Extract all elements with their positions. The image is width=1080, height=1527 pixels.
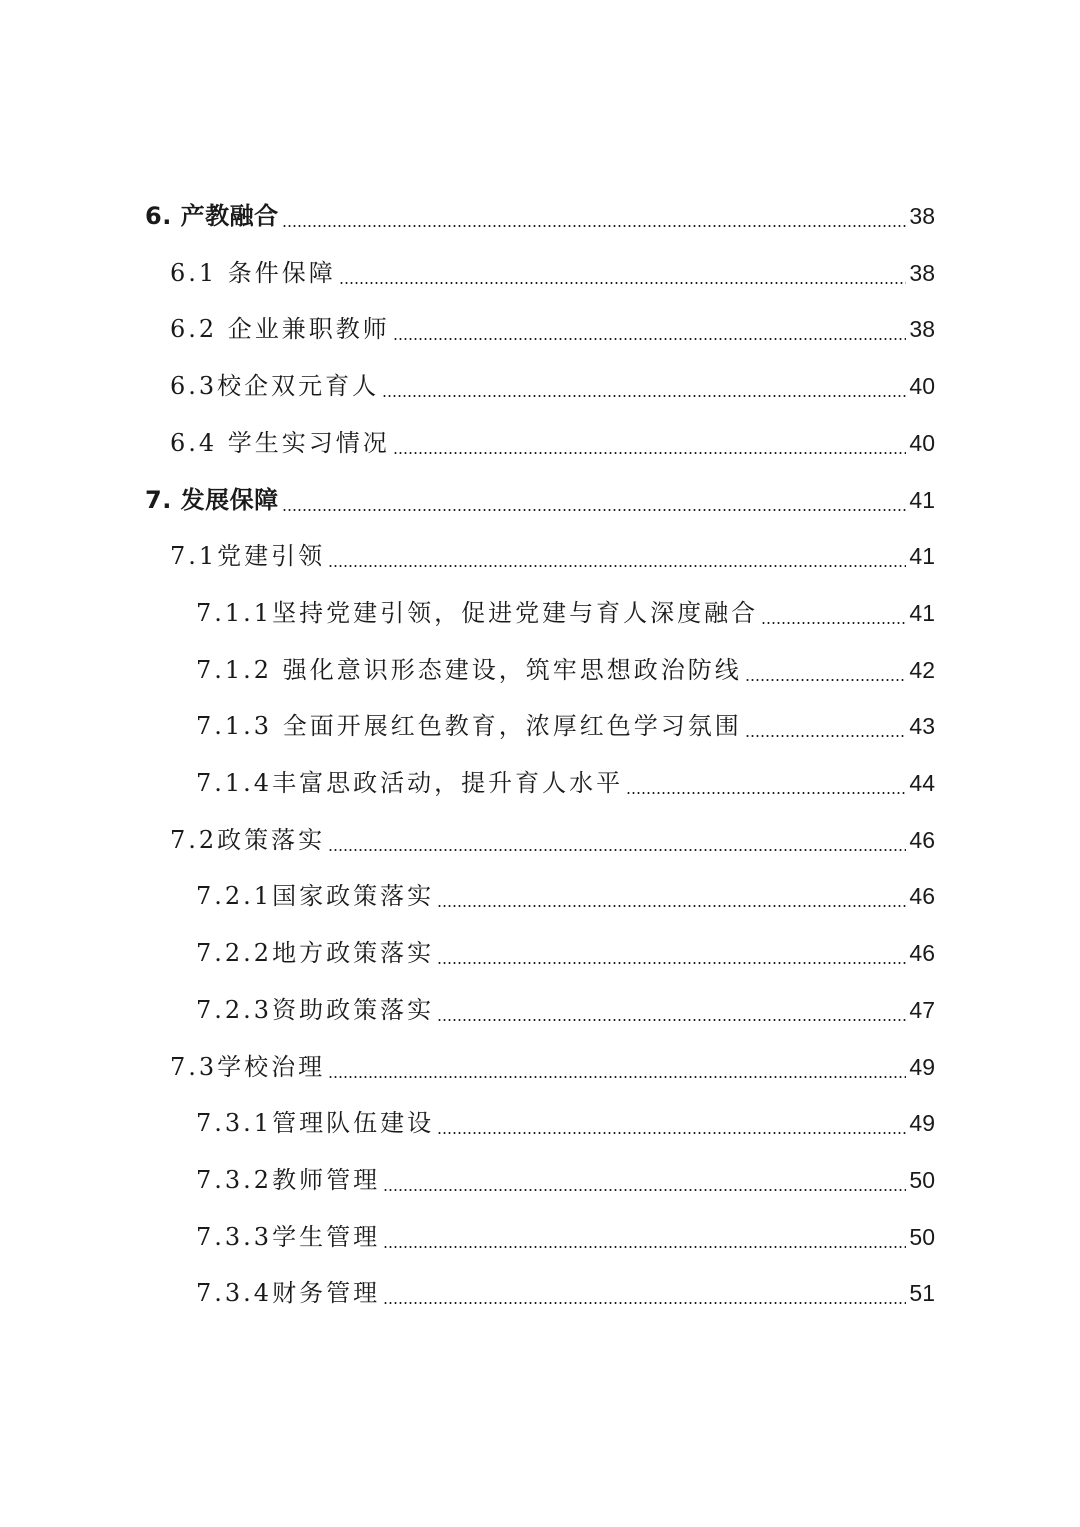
- toc-entry[interactable]: [196, 876, 935, 916]
- toc-entry-title: 7.1党建引领: [170, 542, 326, 571]
- toc-entry[interactable]: [196, 933, 935, 973]
- dot-leader: [383, 1246, 906, 1248]
- toc-entry[interactable]: [196, 650, 935, 690]
- toc-entry-title: 7.3.4财务管理: [196, 1279, 381, 1308]
- dot-leader: [282, 509, 907, 511]
- toc-entry-page: 38: [909, 203, 935, 229]
- dot-leader: [745, 735, 907, 737]
- dot-leader: [393, 338, 907, 340]
- toc-entry[interactable]: [196, 593, 935, 633]
- toc-entry-page: 38: [909, 316, 935, 343]
- toc-entry-page: 40: [909, 373, 935, 400]
- dot-leader: [437, 1019, 906, 1021]
- toc-entry-title: 6.1 条件保障: [170, 258, 336, 287]
- dot-leader: [437, 962, 906, 964]
- toc-entry-title: 7.1.1坚持党建引领，促进党建与育人深度融合: [196, 598, 759, 627]
- toc-entry-page: 41: [909, 599, 935, 626]
- toc-entry[interactable]: [196, 990, 935, 1030]
- dot-leader: [339, 282, 907, 284]
- toc-entry-title: 7.3.3学生管理: [196, 1222, 381, 1251]
- toc-entry[interactable]: [170, 820, 935, 860]
- toc-entry-page: 41: [909, 486, 935, 513]
- toc-entry[interactable]: [196, 1160, 935, 1200]
- dot-leader: [437, 905, 906, 907]
- dot-leader: [761, 622, 906, 624]
- toc-entry[interactable]: [145, 480, 935, 520]
- toc-entry-page: 49: [909, 1110, 935, 1137]
- toc-entry-title: 7.1.3 全面开展红色教育，浓厚红色学习氛围: [196, 712, 742, 741]
- toc-entry-title: 7.3.2教师管理: [196, 1165, 381, 1194]
- toc-entry-title: 7.2.2地方政策落实: [196, 939, 435, 968]
- toc-entry-page: 50: [909, 1223, 935, 1250]
- toc-entry-page: 42: [909, 656, 935, 683]
- toc-entry-page: 51: [909, 1280, 935, 1307]
- toc-entry-page: 43: [909, 713, 935, 740]
- toc-entry-page: 49: [909, 1053, 935, 1080]
- dot-leader: [282, 225, 907, 227]
- toc-entry[interactable]: [170, 1047, 935, 1087]
- toc-entry-title: 6. 产教融合: [145, 202, 279, 230]
- dot-leader: [626, 792, 906, 794]
- toc-entry[interactable]: [170, 423, 935, 463]
- dot-leader: [745, 679, 907, 681]
- dot-leader: [328, 1076, 906, 1078]
- toc-entry-title: 7.2政策落实: [170, 825, 326, 854]
- dot-leader: [383, 1189, 906, 1191]
- toc-entry-page: 41: [909, 543, 935, 570]
- toc-entry[interactable]: [196, 1103, 935, 1143]
- toc-entry[interactable]: [145, 196, 935, 236]
- toc-entry-title: 6.4 学生实习情况: [170, 428, 390, 457]
- toc-entry-title: 7.2.1国家政策落实: [196, 882, 435, 911]
- toc-entry-page: 46: [909, 883, 935, 910]
- toc-entry-title: 7.3学校治理: [170, 1052, 326, 1081]
- toc-entry[interactable]: [196, 1273, 935, 1313]
- toc-entry-title: 7.1.2 强化意识形态建设，筑牢思想政治防线: [196, 655, 742, 684]
- toc-entry-page: 46: [909, 826, 935, 853]
- toc-entry-page: 46: [909, 940, 935, 967]
- toc-entry-title: 7. 发展保障: [145, 485, 279, 514]
- toc-entry-page: 44: [909, 770, 935, 796]
- toc-entry-title: 6.3校企双元育人: [170, 372, 380, 401]
- toc-entry-page: 50: [909, 1166, 935, 1193]
- toc-entry[interactable]: [196, 1217, 935, 1257]
- dot-leader: [393, 452, 907, 454]
- toc-entry[interactable]: [196, 763, 935, 803]
- toc-entry[interactable]: [196, 706, 935, 746]
- dot-leader: [328, 849, 906, 851]
- toc-entry-page: 40: [909, 429, 935, 456]
- dot-leader: [328, 565, 906, 567]
- toc-entry-page: 47: [909, 996, 935, 1023]
- toc-entry[interactable]: [170, 536, 935, 576]
- toc-entry[interactable]: [170, 366, 935, 406]
- toc-entry[interactable]: [170, 253, 935, 293]
- toc-entry[interactable]: [170, 309, 935, 349]
- dot-leader: [382, 395, 906, 397]
- toc-entry-title: 6.2 企业兼职教师: [170, 315, 390, 344]
- dot-leader: [437, 1132, 906, 1134]
- toc-entry-title: 7.3.1管理队伍建设: [196, 1109, 435, 1138]
- toc-entry-page: 38: [909, 259, 935, 286]
- toc-entry-title: 7.1.4丰富思政活动，提升育人水平: [196, 769, 624, 797]
- toc-entry-title: 7.2.3资助政策落实: [196, 995, 435, 1024]
- dot-leader: [383, 1302, 906, 1304]
